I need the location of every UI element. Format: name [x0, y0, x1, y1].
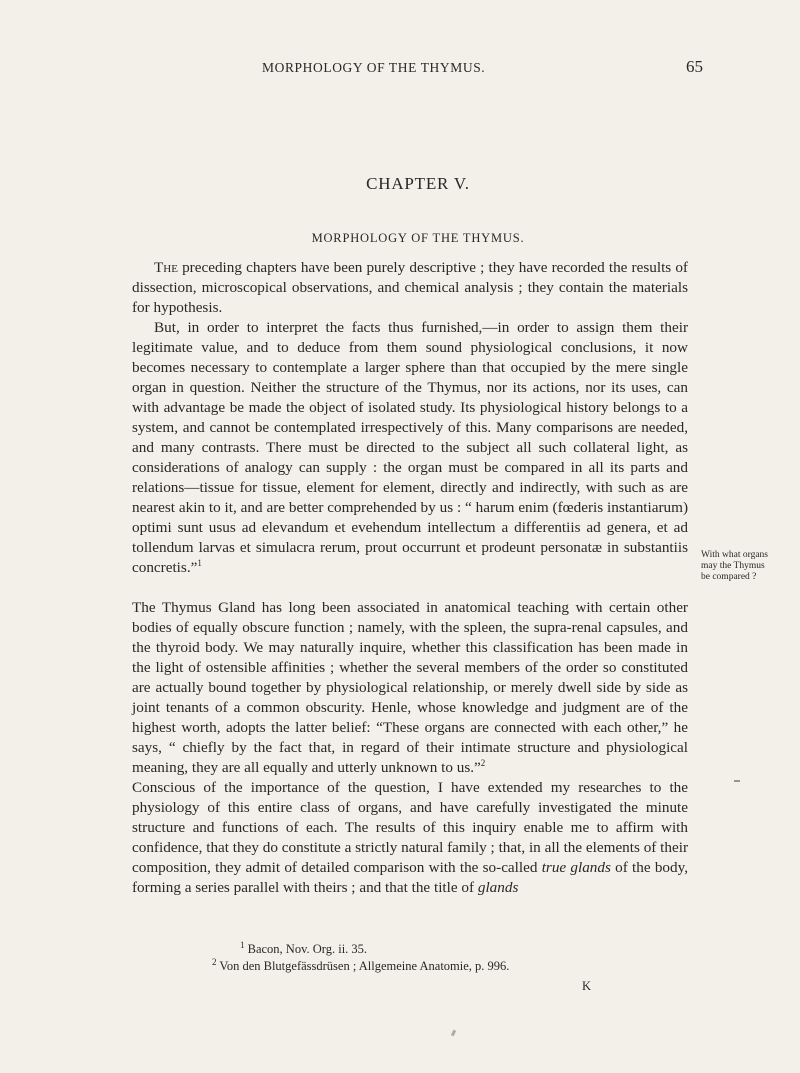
footnote-ref-2: 2 — [480, 757, 486, 768]
footnote-2 — [132, 958, 688, 975]
footnote-1 — [132, 941, 688, 958]
footnote-1-text: Bacon, Nov. Org. ii. 35. — [247, 942, 368, 956]
paragraph-1 — [132, 258, 688, 318]
footnote-2-text: Von den Blutgefässdrüsen ; Allgemeine Anatomie, p. 996. — [219, 959, 510, 973]
body-text — [132, 258, 688, 898]
paragraph-3-text: The Thymus Gland has long been associated in anatomical teaching with certain other bodies of equally obscure function ; namely, with the spleen, the supra-renal capsules, and the thyroid body. We may naturally inquire, whether this classification has been made in the light of ostensible affinities ; whether the several members of the order so constituted are actually bound together by physiological relationship, or merely dwell side by side as joint tenants of a common obscurity. Henle, whose knowledge and judgment are of the highest worth, adopts the latter belief: “These organs are connected with each other,” he says, “ chiefly by the fact that, in regard of their intimate structure and physiological meaning, they are all equally and utterly unknown to us.” — [132, 599, 688, 776]
paragraph-4-text-a: Conscious of the importance of the question, I have extended my researches to the physiology of this entire class of organs, and have carefully investigated the minute structure and functions of each. The results of this inquiry enable me to affirm with confidence, that they do constitute a strictly natural family ; that, in all the elements of their composition, they admit of detailed comparison with the so-called — [132, 779, 688, 876]
chapter-subtitle — [0, 231, 800, 246]
margin-note: With what organs may the Thymus be compared ? — [701, 550, 768, 582]
footnote-1-mark: 1 — [240, 939, 245, 950]
ink-smudge — [734, 780, 740, 782]
paragraph-1-lead: The — [154, 259, 178, 276]
page-number: 65 — [686, 57, 703, 76]
footnotes — [132, 941, 688, 975]
footnote-ref-1: 1 — [197, 557, 202, 568]
paragraph-4-emphasis-2: glands — [477, 879, 519, 896]
signature-mark: K — [582, 979, 592, 993]
paragraph-2 — [132, 318, 688, 578]
paragraph-1-text: preceding chapters have been purely descriptive ; they have recorded the results of dissection, microscopical observations, and chemical analysis ; they contain the materials for hypothesis. — [132, 259, 688, 316]
ink-speck — [451, 1030, 456, 1037]
paragraph-3 — [132, 598, 688, 778]
footnote-2-mark: 2 — [212, 956, 217, 967]
paragraph-4-text-b: of the body, forming a series parallel with theirs ; and that the title of — [132, 859, 688, 896]
chapter-title — [0, 174, 800, 194]
paragraph-2-text: But, in order to interpret the facts thus furnished,—in order to assign them their legitimate value, and to deduce from them sound physiological conclusions, it now becomes necessary to contemplate a larger sphere than that occupied by the mere single organ in question. Neither the structure of the Thymus, nor its actions, nor its uses, can with advantage be made the object of isolated study. Its physiological history belongs to a system, and cannot be contemplated irrespectively of this. Many comparisons are needed, and many contrasts. There must be directed to the subject all such collateral light, as considerations of analogy can supply : the organ must be compared in all its parts and relations—tissue for tissue, element for element, directly and indirectly, with such as are nearest akin to it, and are better comprehended by us : “ harum enim (fœderis instantiarum) optimi sunt usus ad elevandum et evehendum intellectum a differentiis ad genera, et ad tollendum larvas et simulacra rerum, prout occurrunt et prodeunt personatæ in substantiis concretis.” — [132, 319, 688, 576]
running-head: MORPHOLOGY OF THE THYMUS. — [262, 60, 486, 75]
paragraph-4 — [132, 778, 688, 898]
chapter-title-text: CHAPTER V. — [366, 174, 470, 193]
chapter-subtitle-text: MORPHOLOGY OF THE THYMUS. — [311, 231, 525, 245]
paragraph-4-emphasis-1: true glands — [541, 859, 611, 876]
